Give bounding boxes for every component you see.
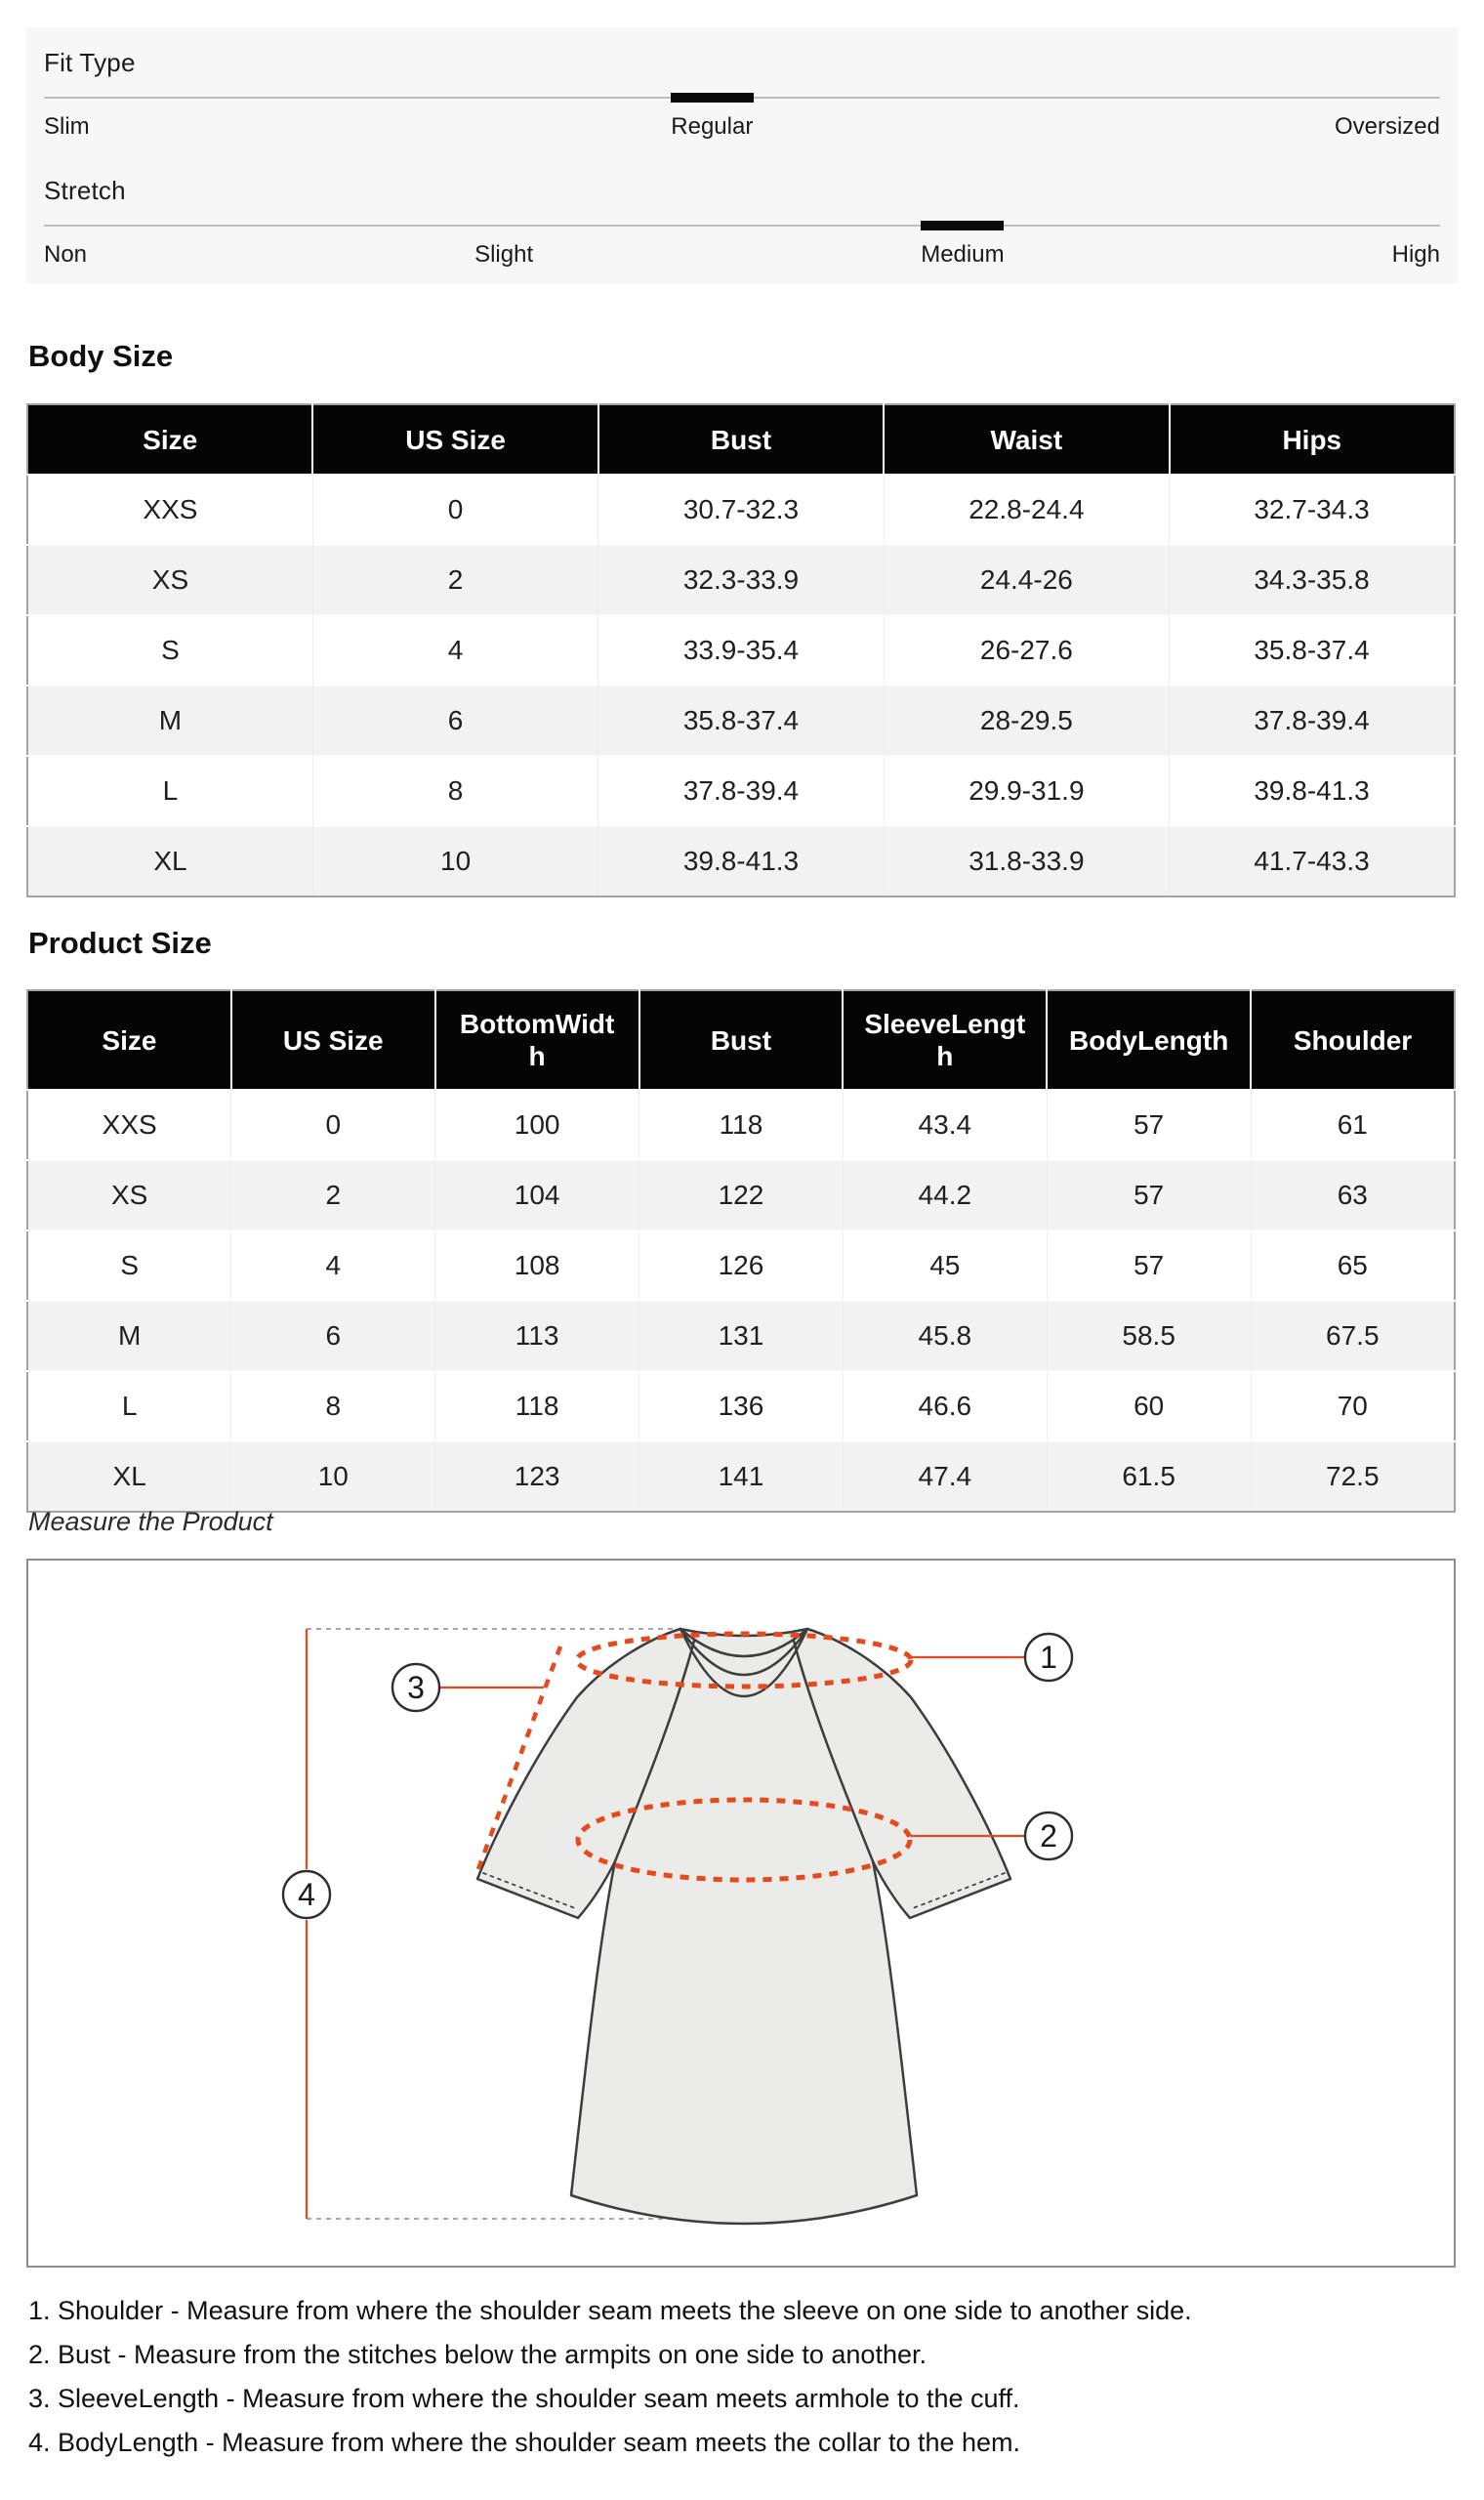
slider-option: Oversized (1334, 113, 1440, 140)
table-cell: 118 (639, 1090, 844, 1160)
table-row (27, 615, 1455, 686)
table-cell: 58.5 (1047, 1301, 1251, 1371)
table-cell: 57 (1047, 1230, 1251, 1301)
table-cell: XL (27, 826, 312, 896)
table-cell: 39.8-41.3 (1170, 756, 1455, 826)
measurement-notes (28, 2289, 1424, 2465)
table-cell: 2 (231, 1160, 435, 1230)
column-header: SleeveLength (843, 990, 1047, 1090)
tshirt-outline (477, 1629, 1010, 2224)
table-cell: 108 (435, 1230, 639, 1301)
product-size-table (26, 989, 1456, 1513)
table-row (27, 475, 1455, 545)
table-cell: M (27, 686, 312, 756)
slider-option: Slight (474, 241, 534, 268)
table-cell: 113 (435, 1301, 639, 1371)
table-cell: 6 (231, 1301, 435, 1371)
table-cell: 26-27.6 (884, 615, 1169, 686)
table-cell: XS (27, 545, 312, 615)
table-cell: 41.7-43.3 (1170, 826, 1455, 896)
table-cell: 22.8-24.4 (884, 475, 1169, 545)
table-cell: 34.3-35.8 (1170, 545, 1455, 615)
fit-type-track (44, 91, 1440, 104)
stretch-track-line (44, 225, 1440, 227)
note-item: 4. BodyLength - Measure from where the shoulder seam meets the collar to the hem. (28, 2428, 1021, 2457)
stretch-slider (44, 219, 1440, 269)
body-size-heading: Body Size (28, 339, 174, 373)
callout-number-3: 3 (407, 1670, 425, 1705)
column-header: US Size (231, 990, 435, 1090)
table-row (27, 1441, 1455, 1512)
table-cell: 122 (639, 1160, 844, 1230)
slider-option: Non (44, 241, 88, 268)
table-cell: 4 (231, 1230, 435, 1301)
table-row (27, 1371, 1455, 1441)
table-cell: S (27, 615, 312, 686)
table-cell: 70 (1251, 1371, 1455, 1441)
table-cell: 33.9-35.4 (598, 615, 884, 686)
callout-number-2: 2 (1040, 1818, 1057, 1854)
tshirt-diagram-svg (28, 1561, 1454, 2266)
table-cell: 46.6 (843, 1371, 1047, 1441)
callout-number-1: 1 (1040, 1640, 1057, 1675)
column-header: US Size (312, 404, 598, 475)
column-header: BottomWidth (435, 990, 639, 1090)
table-cell: 6 (312, 686, 598, 756)
fit-type-slider (44, 91, 1440, 141)
table-cell: 44.2 (843, 1160, 1047, 1230)
table-row (27, 686, 1455, 756)
table-cell: 131 (639, 1301, 844, 1371)
table-cell: 60 (1047, 1371, 1251, 1441)
note-item: 3. SleeveLength - Measure from where the shoulder seam meets armhole to the cuff. (28, 2384, 1020, 2413)
tshirt-body (477, 1629, 1010, 2224)
fit-type-label: Fit Type (44, 48, 136, 77)
column-header: Size (27, 404, 312, 475)
table-row (27, 826, 1455, 896)
table-cell: 118 (435, 1371, 639, 1441)
table-cell: 0 (312, 475, 598, 545)
table-row (27, 1090, 1455, 1160)
table-header-row (27, 990, 1455, 1090)
slider-option: Medium (921, 241, 1005, 268)
table-cell: 35.8-37.4 (598, 686, 884, 756)
table-cell: 8 (312, 756, 598, 826)
table-cell: 32.3-33.9 (598, 545, 884, 615)
table-cell: 63 (1251, 1160, 1455, 1230)
column-header: Bust (639, 990, 844, 1090)
table-cell: L (27, 1371, 231, 1441)
slider-option: Slim (44, 113, 90, 140)
table-cell: S (27, 1230, 231, 1301)
table-cell: 43.4 (843, 1090, 1047, 1160)
table-cell: 10 (312, 826, 598, 896)
table-row (27, 1160, 1455, 1230)
stretch-track (44, 219, 1440, 232)
table-row (27, 545, 1455, 615)
table-cell: 123 (435, 1441, 639, 1512)
table-cell: XXS (27, 1090, 231, 1160)
table-cell: 28-29.5 (884, 686, 1169, 756)
measure-caption: Measure the Product (28, 1507, 273, 1536)
table-row (27, 756, 1455, 826)
table-cell: 126 (639, 1230, 844, 1301)
slider-option: Regular (671, 113, 754, 140)
table-cell: 61 (1251, 1090, 1455, 1160)
table-cell: 45.8 (843, 1301, 1047, 1371)
table-cell: 104 (435, 1160, 639, 1230)
table-cell: XS (27, 1160, 231, 1230)
table-cell: 67.5 (1251, 1301, 1455, 1371)
fit-type-options (44, 113, 1440, 141)
table-header-row (27, 404, 1455, 475)
table-cell: 37.8-39.4 (598, 756, 884, 826)
table-cell: 57 (1047, 1160, 1251, 1230)
stretch-marker (921, 221, 1004, 230)
table-cell: 24.4-26 (884, 545, 1169, 615)
note-item: 1. Shoulder - Measure from where the shoulder seam meets the sleeve on one side to another side. (28, 2296, 1192, 2325)
table-cell: 10 (231, 1441, 435, 1512)
table-cell: 47.4 (843, 1441, 1047, 1512)
table-cell: 100 (435, 1090, 639, 1160)
column-header: Hips (1170, 404, 1455, 475)
table-cell: 141 (639, 1441, 844, 1512)
table-cell: 57 (1047, 1090, 1251, 1160)
table-cell: 136 (639, 1371, 844, 1441)
table-cell: 39.8-41.3 (598, 826, 884, 896)
stretch-options (44, 241, 1440, 269)
note-item: 2. Bust - Measure from the stitches below the armpits on one side to another. (28, 2340, 927, 2369)
table-cell: 32.7-34.3 (1170, 475, 1455, 545)
table-cell: 30.7-32.3 (598, 475, 884, 545)
table-cell: 37.8-39.4 (1170, 686, 1455, 756)
table-cell: L (27, 756, 312, 826)
product-size-heading: Product Size (28, 926, 212, 960)
column-header: Waist (884, 404, 1169, 475)
table-cell: 29.9-31.9 (884, 756, 1169, 826)
slider-option: High (1391, 241, 1440, 268)
table-cell: M (27, 1301, 231, 1371)
fit-type-marker (671, 93, 754, 103)
table-row (27, 1230, 1455, 1301)
table-cell: XL (27, 1441, 231, 1512)
column-header: Bust (598, 404, 884, 475)
table-cell: 4 (312, 615, 598, 686)
table-cell: 65 (1251, 1230, 1455, 1301)
callout-number-4: 4 (298, 1877, 315, 1912)
column-header: BodyLength (1047, 990, 1251, 1090)
column-header: Size (27, 990, 231, 1090)
table-cell: 35.8-37.4 (1170, 615, 1455, 686)
table-cell: 31.8-33.9 (884, 826, 1169, 896)
table-row (27, 1301, 1455, 1371)
table-cell: 8 (231, 1371, 435, 1441)
fit-info-panel (26, 27, 1458, 283)
stretch-label: Stretch (44, 176, 126, 205)
table-cell: 0 (231, 1090, 435, 1160)
measurement-diagram (26, 1559, 1456, 2268)
table-cell: 45 (843, 1230, 1047, 1301)
table-cell: 61.5 (1047, 1441, 1251, 1512)
body-size-table (26, 403, 1456, 897)
table-cell: 2 (312, 545, 598, 615)
table-cell: 72.5 (1251, 1441, 1455, 1512)
column-header: Shoulder (1251, 990, 1455, 1090)
table-cell: XXS (27, 475, 312, 545)
